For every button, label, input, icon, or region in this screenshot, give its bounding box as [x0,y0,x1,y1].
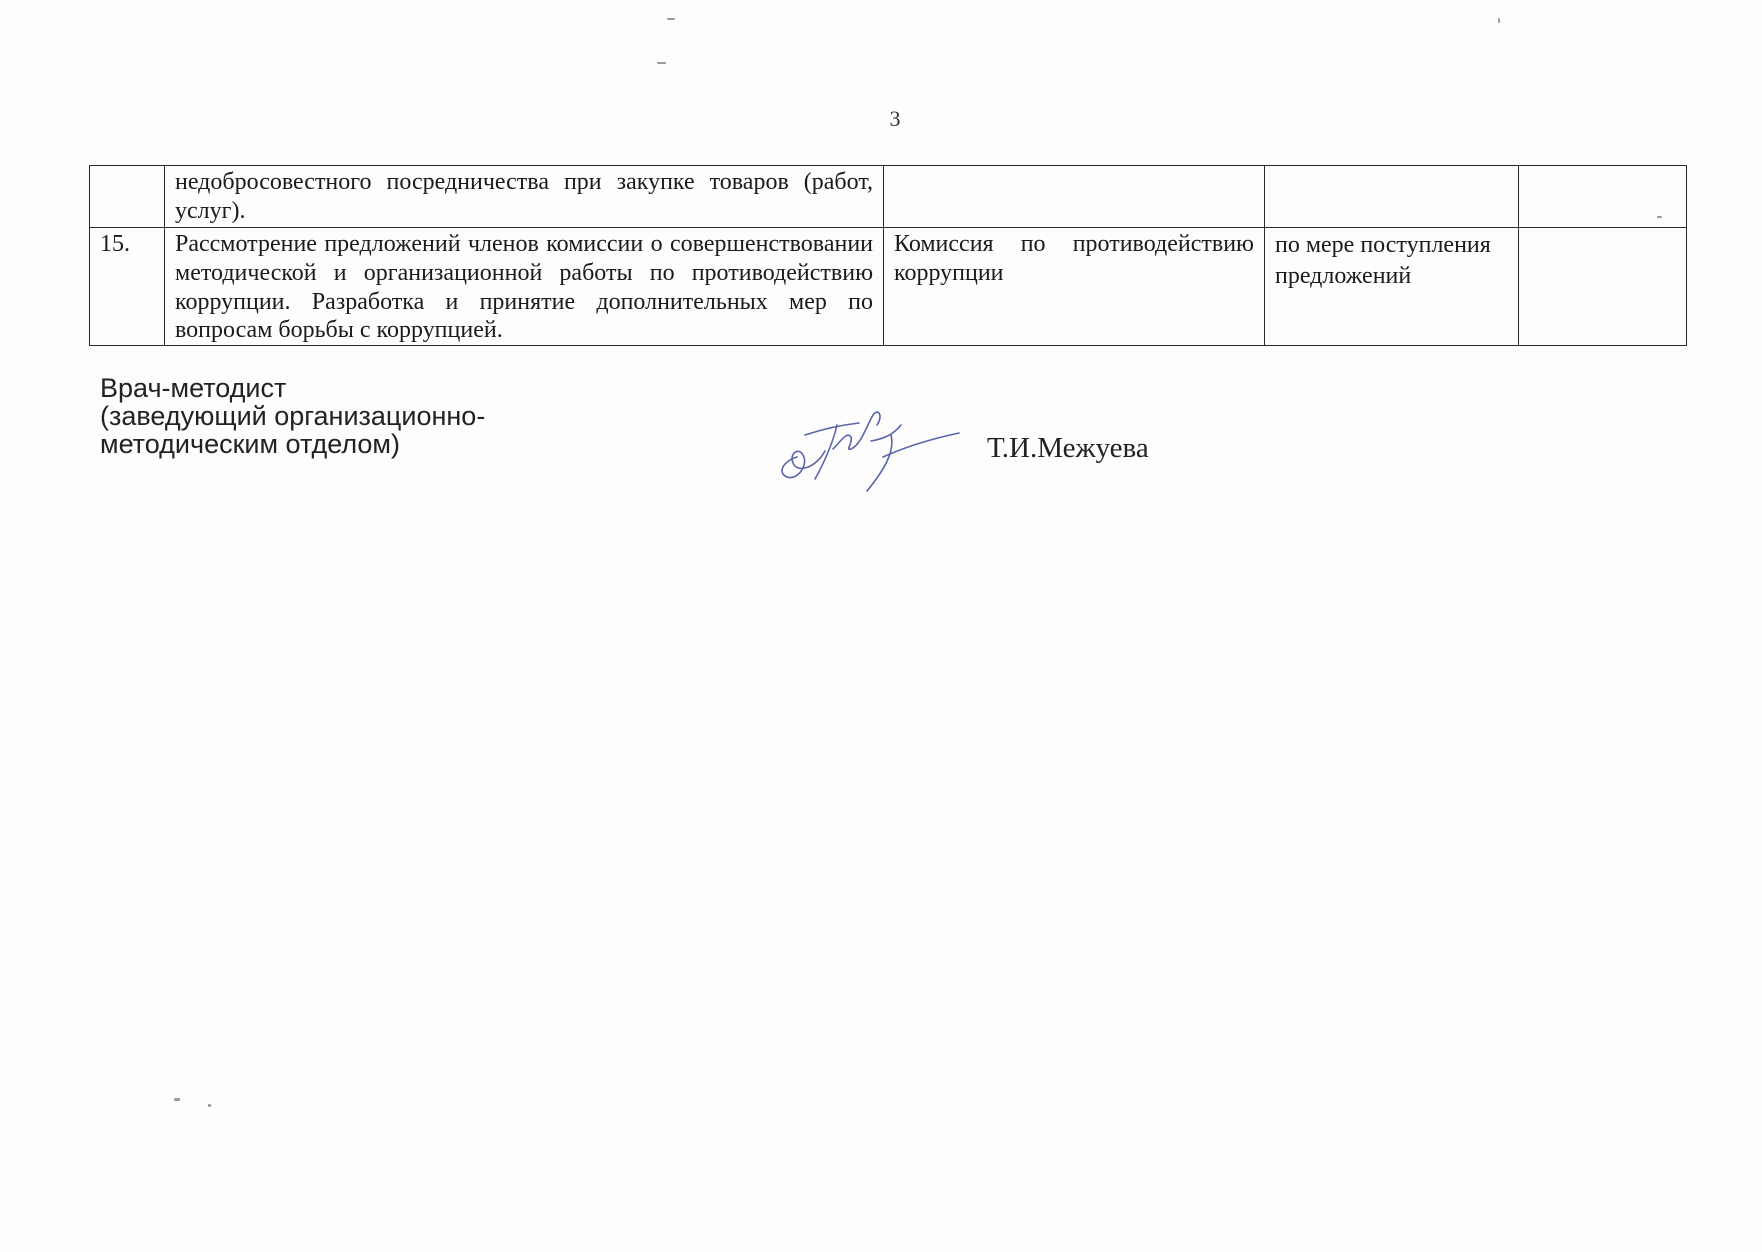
note-cell [1519,228,1687,346]
page-number: 3 [889,106,901,131]
signatory-position [100,374,485,458]
scan-speck [1498,18,1500,23]
table-row-continuation [90,166,1687,228]
scan-speck [667,18,675,20]
event-text: Рассмотрение предложений членов комиссии о совершенствовании методической и организационной работы по противодействию коррупции. Разработка и принятие дополнительных мер по вопросам борьбы с коррупцией. [175,231,873,344]
scan-speck [657,62,666,64]
position-line: Врач-методист [100,373,287,403]
signer-name: Т.И.Межуева [987,432,1149,464]
responsible-cell: Комиссия по противодействию коррупции [884,228,1265,346]
event-text: недобросовестного посредничества при закупке товаров (работ, услуг). [175,169,873,224]
measures-table [89,165,1687,346]
scan-speck [208,1104,211,1107]
term-cell: по мере поступления предложений [1265,228,1519,346]
event-cell [165,228,884,346]
position-line: (заведующий организационно- [100,401,486,431]
row-number-cell: 15. [90,228,165,346]
position-line: методическим отделом) [100,429,400,459]
row-number-cell [90,166,165,228]
handwritten-signature [775,395,975,500]
scan-speck [174,1098,180,1101]
note-cell [1519,166,1687,228]
term-cell [1265,166,1519,228]
event-cell [165,166,884,228]
responsible-cell [884,166,1265,228]
signature-icon [775,395,975,495]
table-row-15 [90,228,1687,346]
